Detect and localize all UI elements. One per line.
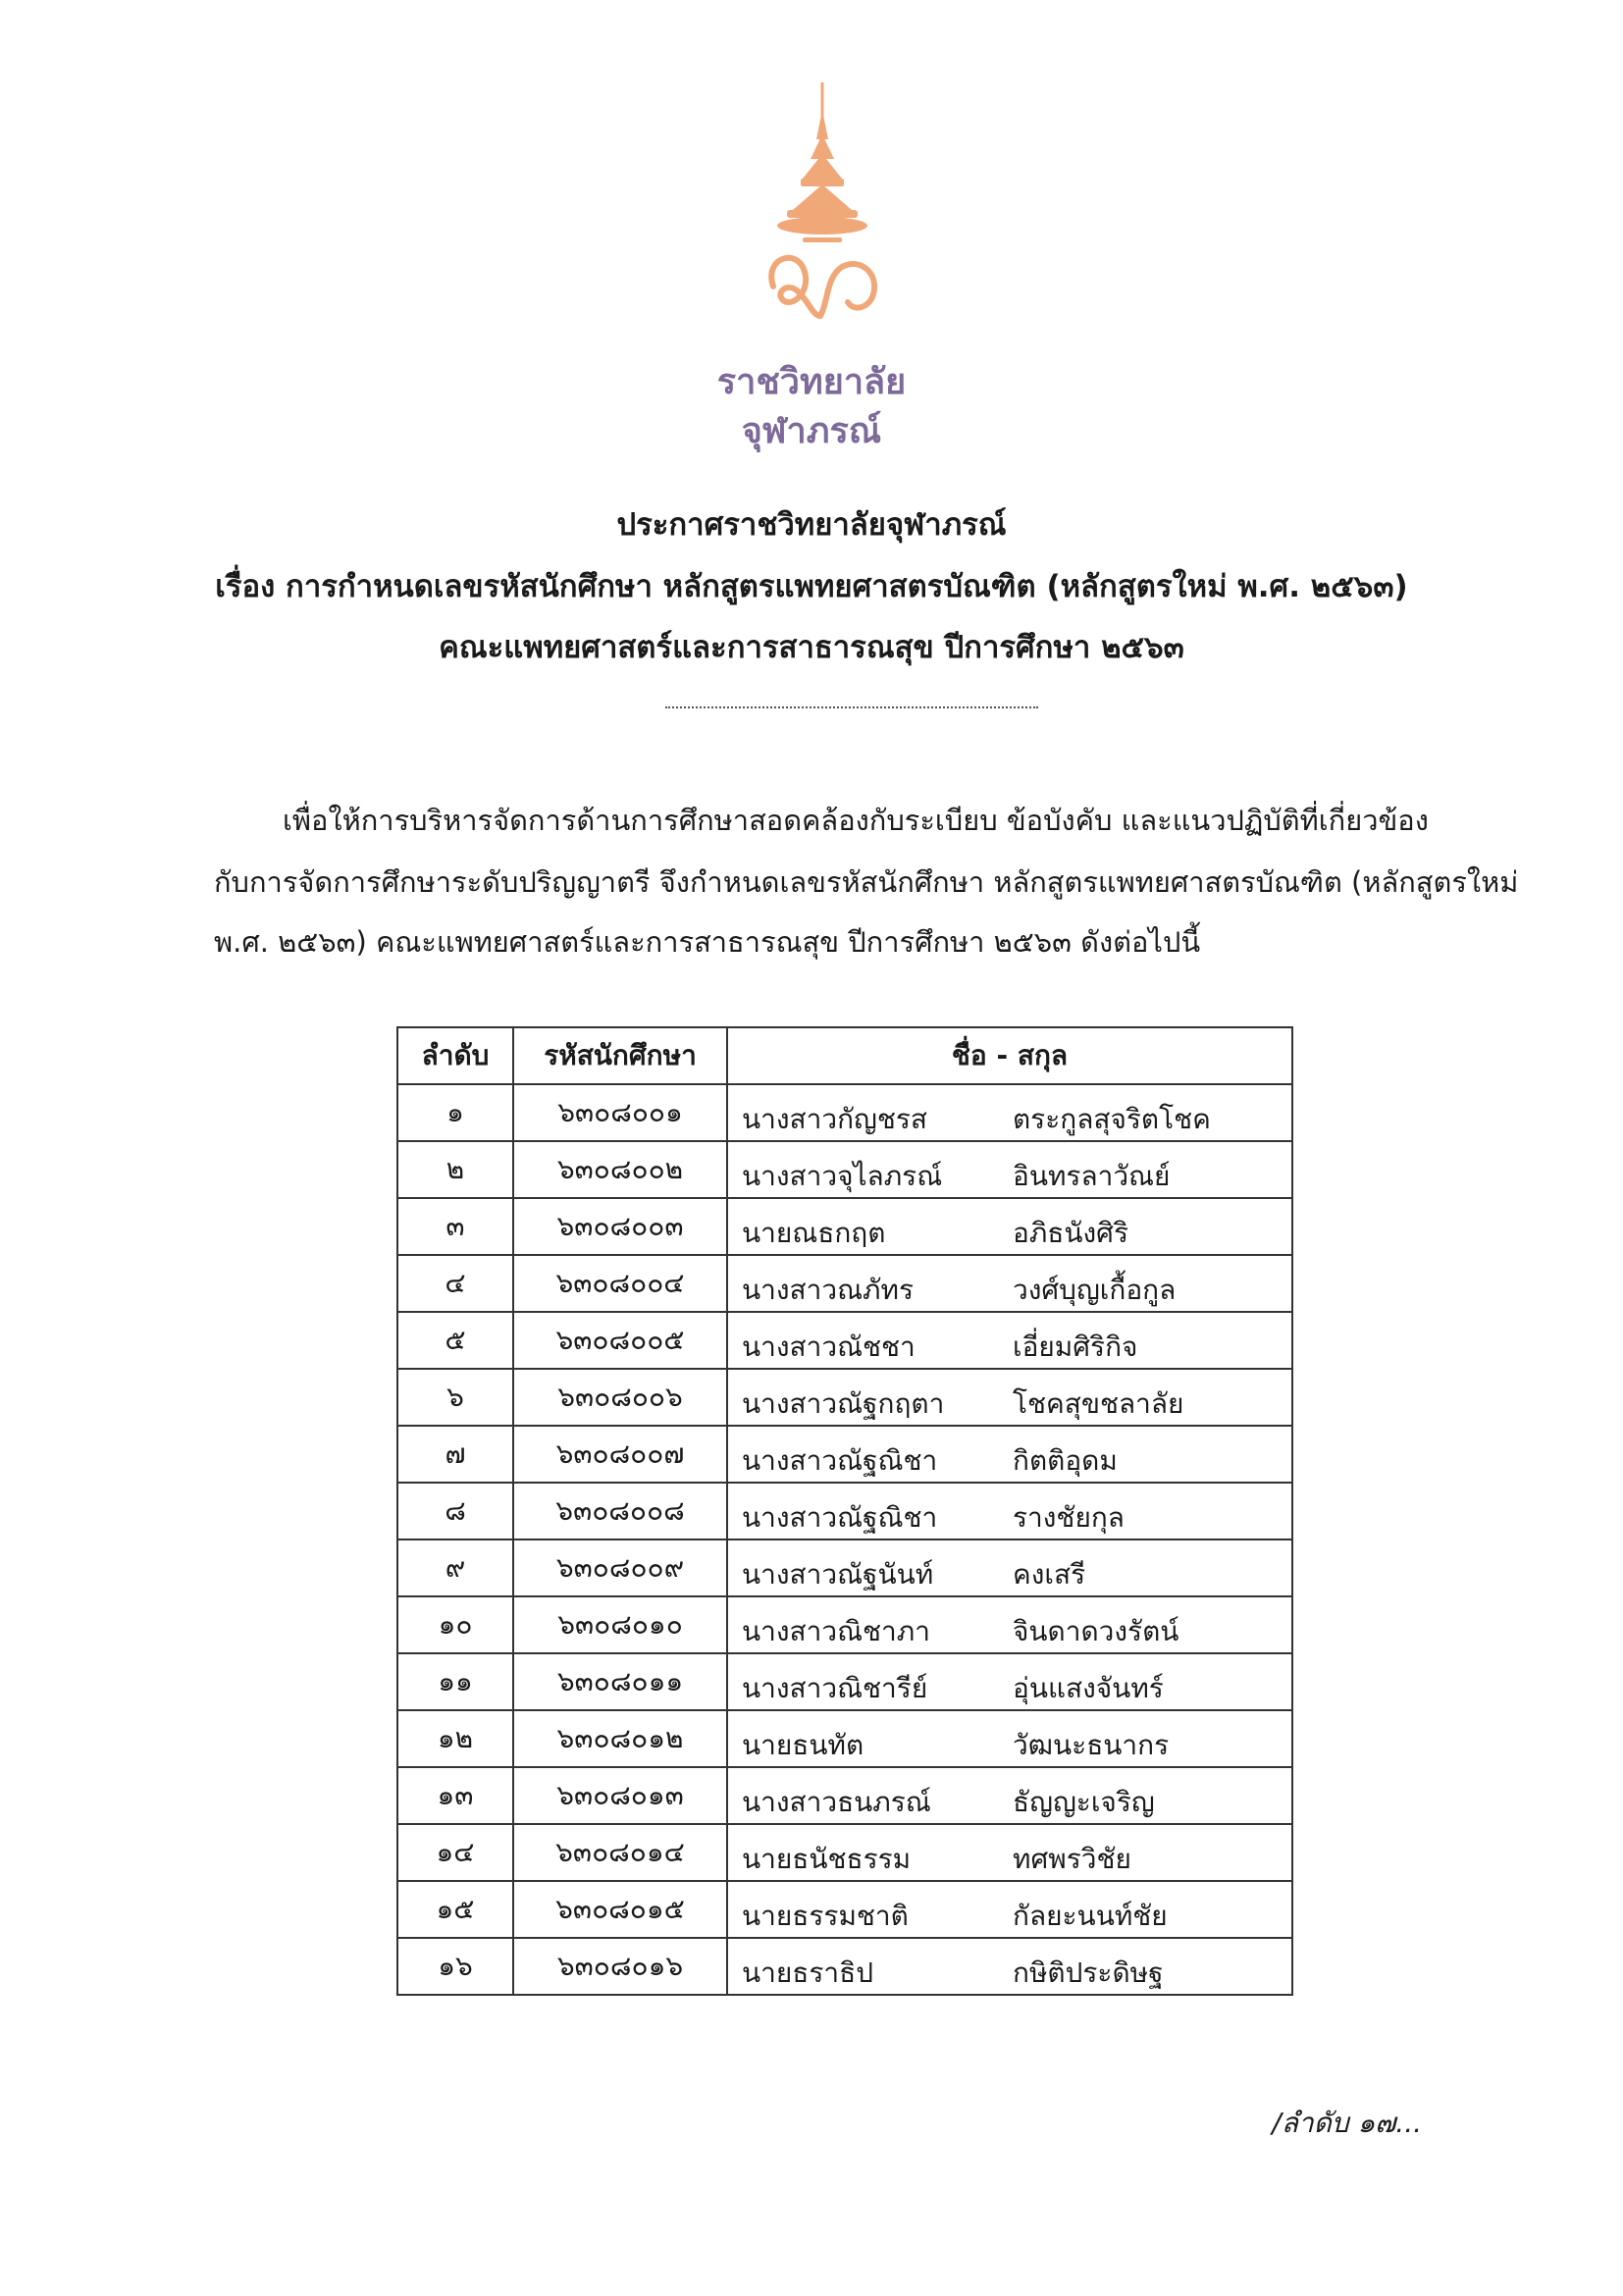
table-row: [397, 1767, 1292, 1824]
table-row: [397, 1596, 1292, 1653]
row-order: ๑: [397, 1084, 513, 1141]
row-full-name: [727, 1653, 1292, 1710]
table-body: [397, 1084, 1292, 1995]
table-row: [397, 1084, 1292, 1141]
row-order: ๗: [397, 1426, 513, 1483]
college-name-line1: ราชวิทยาลัย: [716, 362, 907, 402]
row-student-id: ๖๓๐๘๐๑๐: [513, 1596, 727, 1653]
row-last-name: ธัญญะเจริญ: [1013, 1786, 1155, 1818]
row-order: ๘: [397, 1483, 513, 1539]
row-order: ๑๒: [397, 1710, 513, 1767]
row-first-name: นางสาวกัญชรส: [742, 1103, 928, 1135]
college-emblem: [744, 80, 901, 326]
row-first-name: นางสาวณิชารีย์: [742, 1672, 928, 1704]
row-order: ๙: [397, 1539, 513, 1596]
table-row: [397, 1881, 1292, 1938]
row-full-name: [727, 1369, 1292, 1426]
college-name-line2: จุฬาภรณ์: [741, 411, 882, 451]
row-last-name: รางชัยกุล: [1013, 1501, 1125, 1534]
row-full-name: [727, 1938, 1292, 1995]
row-student-id: ๖๓๐๘๐๑๕: [513, 1881, 727, 1938]
row-first-name: นางสาวณัฐณิชา: [742, 1444, 938, 1477]
row-last-name: โชคสุขชลาลัย: [1013, 1387, 1184, 1420]
row-order: ๑๑: [397, 1653, 513, 1710]
row-student-id: ๖๓๐๘๐๐๔: [513, 1255, 727, 1312]
row-last-name: ทศพรวิชัย: [1013, 1843, 1131, 1875]
table-row: [397, 1710, 1292, 1767]
row-last-name: อภิธนังศิริ: [1013, 1217, 1128, 1249]
row-student-id: ๖๓๐๘๐๐๒: [513, 1141, 727, 1198]
row-student-id: ๖๓๐๘๐๐๘: [513, 1483, 727, 1539]
row-first-name: นายณธกฤต: [742, 1217, 886, 1249]
row-student-id: ๖๓๐๘๐๐๖: [513, 1369, 727, 1426]
row-student-id: ๖๓๐๘๐๑๓: [513, 1767, 727, 1824]
row-order: ๑๔: [397, 1824, 513, 1881]
row-first-name: นายธนัชธรรม: [742, 1843, 912, 1875]
row-last-name: เอี่ยมศิริกิจ: [1013, 1331, 1138, 1363]
row-last-name: ตระกูลสุจริตโชค: [1013, 1103, 1211, 1135]
table-header-row: [397, 1027, 1292, 1084]
row-student-id: ๖๓๐๘๐๑๑: [513, 1653, 727, 1710]
row-order: ๑๖: [397, 1938, 513, 1995]
row-order: ๓: [397, 1198, 513, 1255]
body-line-1: เพื่อให้การบริหารจัดการด้านการศึกษาสอดคล้องกับระเบียบ ข้อบังคับ และแนวปฏิบัติที่เกี่ยวข้อง: [283, 804, 1429, 837]
row-student-id: ๖๓๐๘๐๑๔: [513, 1824, 727, 1881]
table-row: [397, 1426, 1292, 1483]
row-order: ๑๓: [397, 1767, 513, 1824]
table-row: [397, 1369, 1292, 1426]
row-student-id: ๖๓๐๘๐๐๗: [513, 1426, 727, 1483]
emblem-monogram: [771, 258, 874, 316]
row-full-name: [727, 1710, 1292, 1767]
row-full-name: [727, 1426, 1292, 1483]
row-order: ๑๕: [397, 1881, 513, 1938]
row-last-name: กิตติอุดม: [1013, 1444, 1118, 1477]
row-full-name: [727, 1255, 1292, 1312]
row-first-name: นางสาวณัฐกฤตา: [742, 1387, 945, 1420]
row-student-id: ๖๓๐๘๐๐๑: [513, 1084, 727, 1141]
table-row: [397, 1938, 1292, 1995]
row-full-name: [727, 1596, 1292, 1653]
row-first-name: นางสาวธนภรณ์: [742, 1786, 931, 1818]
row-full-name: [727, 1539, 1292, 1596]
announcement-title: ประกาศราชวิทยาลัยจุฬาภรณ์: [616, 507, 1007, 543]
table-row: [397, 1312, 1292, 1369]
body-line-3: พ.ศ. ๒๕๖๓) คณะแพทยศาสตร์และการสาธารณสุข ปีการศึกษา ๒๕๖๓ ดังต่อไปนี้: [214, 925, 1201, 959]
table-row: [397, 1539, 1292, 1596]
row-student-id: ๖๓๐๘๐๐๙: [513, 1539, 727, 1596]
dotted-divider: [665, 706, 1038, 708]
row-last-name: จินดาดวงรัตน์: [1013, 1615, 1179, 1647]
table-row: [397, 1141, 1292, 1198]
row-order: ๔: [397, 1255, 513, 1312]
row-first-name: นางสาวณัฐนันท์: [742, 1558, 934, 1591]
header-order: ลำดับ: [397, 1027, 513, 1084]
row-first-name: นายธราธิป: [742, 1957, 873, 1989]
table-row: [397, 1483, 1292, 1539]
announcement-faculty-year: คณะแพทยศาสตร์และการสาธารณสุข ปีการศึกษา ๒๕๖๓: [439, 630, 1184, 665]
row-last-name: อุ่นแสงจันทร์: [1013, 1672, 1164, 1704]
row-order: ๖: [397, 1369, 513, 1426]
table-row: [397, 1824, 1292, 1881]
row-order: ๕: [397, 1312, 513, 1369]
row-student-id: ๖๓๐๘๐๐๓: [513, 1198, 727, 1255]
student-id-table: [396, 1026, 1293, 1996]
row-full-name: [727, 1767, 1292, 1824]
header-student-id: รหัสนักศึกษา: [513, 1027, 727, 1084]
row-student-id: ๖๓๐๘๐๑๖: [513, 1938, 727, 1995]
row-full-name: [727, 1198, 1292, 1255]
row-full-name: [727, 1312, 1292, 1369]
row-first-name: นางสาวจุไลภรณ์: [742, 1160, 943, 1192]
table-row: [397, 1653, 1292, 1710]
emblem-crown: [777, 110, 867, 242]
row-first-name: นางสาวณิชาภา: [742, 1615, 930, 1647]
row-first-name: นางสาวณัฐณิชา: [742, 1501, 938, 1534]
row-order: ๑๐: [397, 1596, 513, 1653]
row-full-name: [727, 1824, 1292, 1881]
row-first-name: นายธนทัต: [742, 1729, 864, 1761]
body-line-2: กับการจัดการศึกษาระดับปริญญาตรี จึงกำหนดเลขรหัสนักศึกษา หลักสูตรแพทยศาสตรบัณฑิต (หลักสูตรใหม่: [214, 865, 1519, 899]
row-student-id: ๖๓๐๘๐๑๒: [513, 1710, 727, 1767]
row-full-name: [727, 1483, 1292, 1539]
row-last-name: วงศ์บุญเกื้อกูล: [1013, 1274, 1177, 1306]
header-full-name: ชื่อ - สกุล: [727, 1027, 1292, 1084]
table-row: [397, 1255, 1292, 1312]
row-full-name: [727, 1881, 1292, 1938]
row-full-name: [727, 1141, 1292, 1198]
row-student-id: ๖๓๐๘๐๐๕: [513, 1312, 727, 1369]
row-last-name: คงเสรี: [1013, 1558, 1086, 1591]
row-first-name: นางสาวณภัทร: [742, 1274, 914, 1306]
row-last-name: อินทรลาวัณย์: [1013, 1160, 1171, 1192]
row-order: ๒: [397, 1141, 513, 1198]
announcement-subject: เรื่อง การกำหนดเลขรหัสนักศึกษา หลักสูตรแพทยศาสตรบัณฑิต (หลักสูตรใหม่ พ.ศ. ๒๕๖๓): [215, 569, 1408, 604]
row-full-name: [727, 1084, 1292, 1141]
table-row: [397, 1198, 1292, 1255]
row-last-name: วัฒนะธนากร: [1013, 1729, 1170, 1761]
row-last-name: กษิติประดิษฐ: [1013, 1957, 1164, 1989]
row-first-name: นางสาวณัชชา: [742, 1331, 916, 1363]
row-first-name: นายธรรมชาติ: [742, 1900, 909, 1932]
continued-note: /ลำดับ ๑๗...: [1272, 2107, 1422, 2139]
row-last-name: กัลยะนนท์ชัย: [1013, 1900, 1168, 1932]
